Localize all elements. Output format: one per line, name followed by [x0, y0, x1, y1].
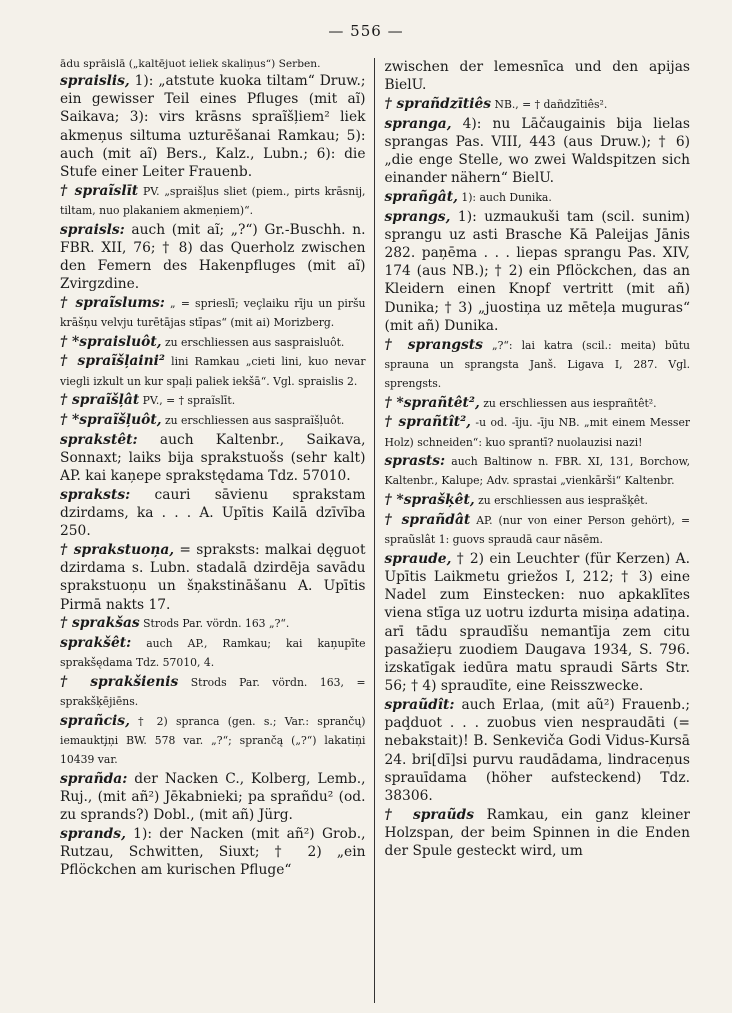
entry-headword: sprasts: — [384, 453, 446, 470]
dictionary-entry — [60, 58, 366, 71]
dictionary-entry — [60, 614, 366, 633]
dictionary-entry — [385, 115, 691, 188]
dictionary-entry — [385, 336, 691, 394]
left-column — [60, 58, 374, 1003]
dictionary-entry — [60, 825, 366, 880]
dictionary-entry — [60, 634, 366, 672]
entry-text: PV. „spraišļus sliet (piem., pirts krāsnij, tiltam, nuo plakaniem akmeņiem)“. — [60, 184, 366, 217]
entry-text: „ = sprieslī; veçlaiku rīju un piršu krāšņu velvju turētājas stīpas“ (mit ai) Morizberg. — [60, 296, 366, 330]
dictionary-entry — [60, 294, 366, 332]
entry-headword: † *sprañtêt², — [384, 394, 480, 411]
two-column-body — [60, 58, 690, 1003]
entry-text: zwischen der lemesnīca und den apijas BielU. — [384, 59, 690, 94]
entry-headword: † *spraĩšļuôt, — [60, 412, 162, 429]
dictionary-entry — [60, 541, 366, 614]
entry-text: † 2) ein Leuchter (für Kerzen) A. Upītis Laikmetu griežos I, 212; † 3) eine Nadel zum Einstecken: nuo apkaklītes viena stīga uz uotru izdurta misiņa adatiņa. arī tādu spraudīšu nemantīja zem citu pasažieŗu zuodiem Daugava 1934, S. 796. izskatīgak iedūra matu spraudi Sārts Str. 56; † 4) spraudīte, eine Reisszwecke. — [384, 550, 690, 695]
entry-text: -u od. -īju. -īju NB. „mit einem Messer Holz) schneiden“: kuo sprantī? nuolauzisi nazi! — [384, 416, 690, 449]
dictionary-entry — [60, 72, 366, 181]
entry-headword: † spraĩšļât — [60, 392, 140, 409]
dictionary-entry — [385, 95, 691, 114]
entry-text: 4): nu Lāčaugainis bija lielas sprangas Pas. VIII, 443 (aus Druw.); † 6) „die enge Stelle, wo zwei Waldspitzen sich einander nähern“ BielU. — [384, 115, 690, 187]
entry-headword: sprands, — [60, 826, 126, 843]
entry-text: der Nacken C., Kolberg, Lemb., Ruj., (mit añ²) Jēkabnieki; pa sprañdu² (od. zu sprands?) Dobl., (mit añ) Jürg. — [60, 770, 366, 824]
entry-headword: † spraĩslīt — [60, 182, 139, 199]
entry-headword: † sprañdzītiês — [384, 95, 492, 112]
entry-text: zu erschliessen aus iesprañtêt². — [479, 396, 657, 410]
entry-text: 1): uzmaukuši tam (scil. sunim) sprangu uz asti Brasche Kā Paleijas Jānis 282. paņēma . . . liepas sprangu Pas. XIV, 174 (aus NB.); † 2) ein Pflöckchen, das an Kleidern einen Knopf vertritt (mit añ) Dunika; † 3) „juostiņa uz mēteļa muguras“ (mit añ) Dunika. — [384, 208, 690, 334]
entry-text: AP. (nur von einer Person gehört), = spraũslât 1: guovs spraudā caur nāsēm. — [384, 513, 690, 547]
entry-text: 1): der Nacken (mit añ²) Grob., Rutzau, Schwitten, Siuxt; † 2) „ein Pflöckchen am kurischen Pfluge“ — [60, 826, 366, 879]
entry-text: PV., = † spraĩslīt. — [139, 394, 236, 408]
page-number: — 556 — — [328, 22, 404, 40]
right-column — [375, 58, 691, 1003]
entry-text: auch Erlaa, (mit aũ²) Frauenb.; paḑduot . . . zuobus vien nespraudāti (= nebakstait)! B. Senkeviča Godi Vidus-Kursā 24. bri[dī]si purvu raudādama, lindraceņus sprauīdama (höher aufsteckend) Tdz. 38306. — [384, 696, 690, 804]
dictionary-entry — [385, 491, 691, 510]
entry-headword: sprañda: — [60, 770, 128, 787]
dictionary-entry — [385, 208, 691, 335]
entry-text: 1): „atstute kuoka tiltam“ Druw.; ein gewisser Teil eines Pfluges (mit aĩ) Saikava; 3): virs krāsns spraĩšļiem² liek akmeņus siltuma uzturēšanai Ramkau; 5): auch (mit aĩ) Bers., Kalz., Lubn.; 6): die Stufe einer Leiter Frauenb. — [60, 72, 366, 180]
dictionary-entry — [385, 696, 691, 805]
dictionary-entry — [60, 770, 366, 825]
entry-headword: spraũdît: — [384, 696, 455, 713]
entry-headword: sprangs, — [384, 208, 451, 225]
entry-headword: † spraĩšļaini² — [60, 353, 165, 370]
entry-text: 1): auch Dunika. — [457, 190, 552, 204]
entry-headword: † spraĩslums: — [60, 294, 165, 311]
dictionary-entry — [60, 431, 366, 486]
entry-text: Strods Par. vördn. 163 „?“. — [139, 617, 290, 631]
dictionary-entry — [60, 182, 366, 220]
dictionary-entry — [385, 188, 691, 207]
dictionary-entry — [60, 221, 366, 294]
entry-headword: sprañgât, — [384, 188, 458, 205]
entry-headword: spraisls: — [60, 221, 125, 238]
entry-text: Strods Par. vördn. 163, = sprakšķējiēns. — [60, 675, 366, 709]
dictionary-entry — [385, 806, 691, 861]
entry-headword: sprakšêt: — [60, 635, 132, 651]
entry-text: † 2) spranca (gen. s.; Var.: sprančų) iemaukti̧ņi BW. 578 var. „?“; sprančą („?“) lakatiņi 10439 var. — [60, 714, 366, 767]
entry-text: zu erschliessen aus saspraĩšļuôt. — [161, 414, 345, 428]
dictionary-entry — [385, 394, 691, 413]
entry-text: cauri sāvienu sprakstam dzirdams, ka . . . A. Upītis Kailā dzīvība 250. — [60, 486, 366, 540]
dictionary-entry — [385, 58, 691, 94]
entry-text: auch AP., Ramkau; kai kaņupīte sprakšędama Tdz. 57010, 4. — [60, 637, 366, 670]
dictionary-entry — [60, 712, 366, 770]
entry-headword: † spraũds — [384, 806, 475, 823]
entry-headword: spraksts: — [60, 486, 131, 503]
entry-text: auch (mit aĩ; „?“) Gr.-Buschh. n. FBR. XII, 76; † 8) das Querholz zwischen den Femern des Hakenpfluges (mit aĩ) Zvirgzdine. — [60, 221, 366, 293]
entry-headword: † sprakšas — [60, 615, 140, 632]
entry-text: zu erschliessen aus iesprašķêt. — [474, 494, 648, 508]
entry-text: zu erschliessen aus saspraisluôt. — [161, 335, 345, 349]
dictionary-entry — [60, 673, 366, 711]
entry-headword: † *sprašķêt, — [384, 492, 475, 509]
entry-headword: † sprakstuoņa, — [60, 541, 175, 558]
entry-headword: sprakstêt: — [60, 431, 138, 448]
entry-text: auch Kaltenbr., Saikava, Sonnaxt; laiks bija sprakstuošs (sehr kalt) AP. kai kaņepe sprakstędama Tdz. 57010. — [60, 431, 366, 485]
dictionary-entry — [60, 391, 366, 410]
dictionary-entry — [60, 352, 366, 390]
entry-text: Ramkau, ein ganz kleiner Holzspan, der beim Spinnen in die Enden der Spule gesteckt wird, um — [384, 806, 690, 860]
entry-text: auch Baltinow n. FBR. XI, 131, Borchow, Kaltenbr., Kalupe; Adv. sprastai „vienkārši“ Kaltenbr. — [384, 455, 690, 488]
dictionary-entry — [60, 333, 366, 352]
entry-headword: † sprañdât — [384, 511, 471, 528]
dictionary-entry — [385, 413, 691, 451]
entry-headword: † *spraisluôt, — [60, 333, 162, 350]
entry-text: „?“: lai katra (scil.: meita) būtu sprauna un sprangsta Janš. Ligava I, 287. Vgl. sprengsts. — [384, 338, 690, 390]
entry-headword: † sprangsts — [384, 336, 483, 353]
entry-text: lini Ramkau „cieti lini, kuo nevar viegli izkult un kur spaļi paliek iekšā“. Vgl. spraislis 2. — [60, 355, 366, 388]
dictionary-entry — [385, 550, 691, 696]
entry-headword: † sprakšienis — [60, 673, 179, 690]
entry-headword: sprañcis, — [60, 712, 130, 729]
dictionary-entry — [385, 452, 691, 490]
entry-headword: spraude, — [384, 550, 452, 567]
entry-headword: spranga, — [384, 115, 452, 132]
entry-headword: † sprañtît², — [384, 414, 471, 431]
dictionary-entry — [385, 511, 691, 549]
entry-headword: spraislis, — [60, 72, 130, 89]
entry-text: = spraksts: malkai dęguot dzirdama s. Lubn. stadalā dzirdēja savādu sprakstuoņu un šņakstināšanu A. Upītis Pirmā nakts 17. — [60, 541, 366, 613]
dictionary-entry — [60, 486, 366, 541]
dictionary-entry — [60, 411, 366, 430]
entry-text: ādu sprāislā („kaltējuot ieliek skaliņus“) Serben. — [60, 58, 321, 70]
entry-text: NB., = † dañdzītiês². — [491, 97, 608, 111]
